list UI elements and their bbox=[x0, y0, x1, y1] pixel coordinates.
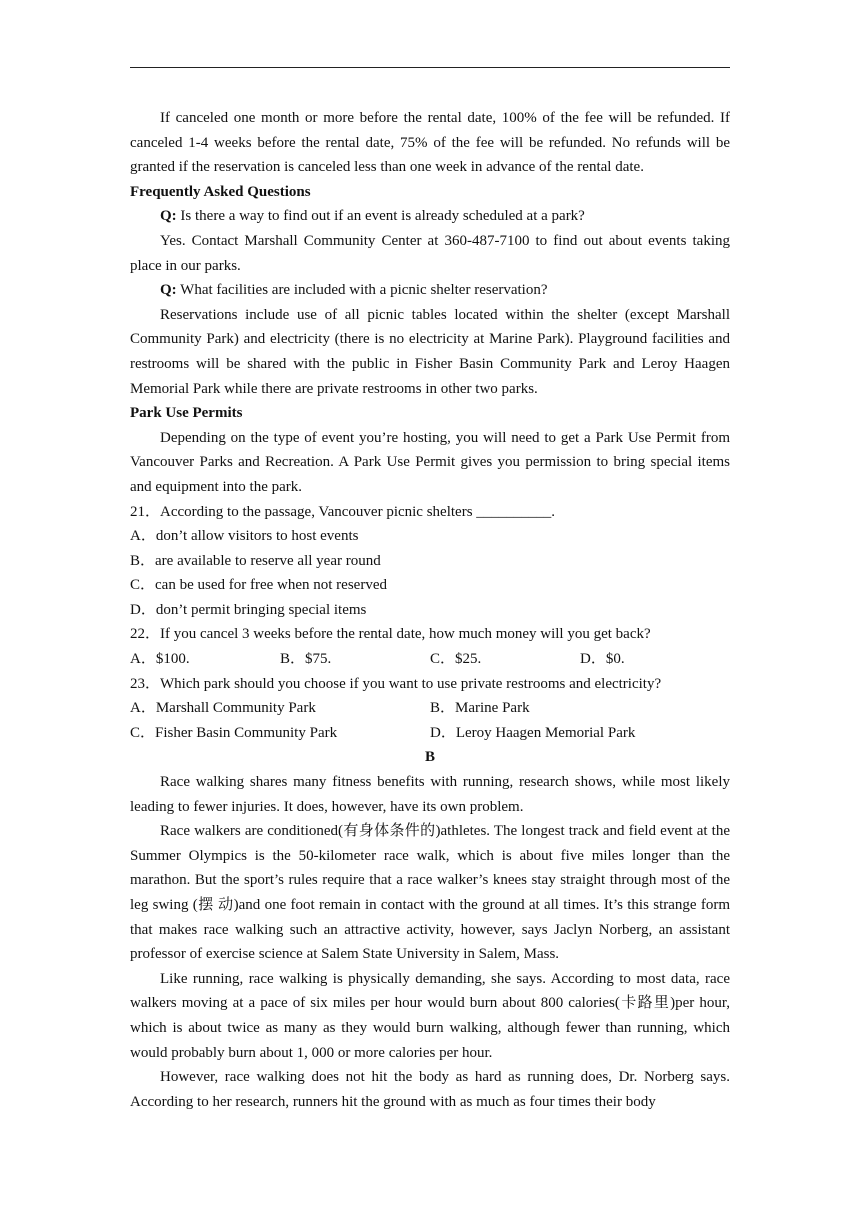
header-rule bbox=[130, 67, 730, 68]
section-b-label: B bbox=[424, 749, 435, 766]
refund-paragraph: If canceled one month or more before the rental date, 100% of the fee will be refunded. If canceled 1-4 weeks before the rental date, 75% of the fee will be refunded. No refunds will be granted if the reservation is canceled less than one week in advance of the rental date. bbox=[130, 110, 730, 176]
question-23-options-row-2 bbox=[130, 721, 730, 746]
permits-heading: Park Use Permits bbox=[130, 405, 243, 422]
question-21-stem: 21．According to the passage, Vancouver picnic shelters __________. bbox=[130, 503, 556, 520]
question-22-option-b: B．$75. bbox=[280, 651, 332, 668]
faq-question-2-text: What facilities are included with a picnic shelter reservation? bbox=[180, 282, 548, 299]
q-label: Q: bbox=[160, 282, 177, 299]
question-23-option-a: A．Marshall Community Park bbox=[130, 700, 316, 717]
question-23-options-row-1 bbox=[130, 696, 730, 721]
section-b-paragraph-1: Race walking shares many fitness benefits with running, research shows, while most likely leading to fewer injuries. It does, however, have its own problem. bbox=[130, 774, 730, 815]
question-21-option-c: C．can be used for free when not reserved bbox=[130, 577, 387, 594]
faq-question-1-text: Is there a way to find out if an event is already scheduled at a park? bbox=[180, 208, 585, 225]
faq-answer-2: Reservations include use of all picnic tables located within the shelter (except Marshall Community Park) and electricity (there is no electricity at Marine Park). Playground facilities and restrooms will be shared with the public in Fisher Basin Community Park and Leroy Haagen Memorial Park while there are private restrooms in other two parks. bbox=[130, 306, 730, 397]
question-22-stem: 22．If you cancel 3 weeks before the rental date, how much money will you get back? bbox=[130, 626, 651, 643]
faq-question-2 bbox=[130, 278, 730, 303]
q-label: Q: bbox=[160, 208, 177, 225]
question-22-option-d: D．$0. bbox=[580, 651, 625, 668]
question-21-option-b: B．are available to reserve all year round bbox=[130, 552, 381, 569]
faq-answer-1: Yes. Contact Marshall Community Center at 360-487-7100 to find out about events taking place in our parks. bbox=[130, 232, 730, 274]
question-22-option-a: A．$100. bbox=[130, 651, 190, 668]
section-b-paragraph-2: Race walkers are conditioned(有身体条件的)athletes. The longest track and field event at the Summer Olympics is the 50-kilometer race walk, which is about five miles longer than the marathon. But the sport’s rules require that a race walker’s knees stay straight through most of the leg swing (摆 动)and one foot remain in contact with the ground at all times. It’s this strange form that makes race walking such an attractive activity, however, says Jaclyn Norberg, an assistant professor of exercise science at Salem State University in Salem, Mass. bbox=[130, 823, 730, 963]
question-21-option-d: D．don’t permit bringing special items bbox=[130, 601, 367, 618]
question-23-option-b: B．Marine Park bbox=[430, 700, 530, 717]
permits-paragraph: Depending on the type of event you’re hosting, you will need to get a Park Use Permit from Vancouver Parks and Recreation. A Park Use Permit gives you permission to bring special items and equipment into the park. bbox=[130, 429, 730, 495]
question-22-options bbox=[130, 647, 730, 672]
question-23-option-d: D．Leroy Haagen Memorial Park bbox=[430, 724, 636, 741]
section-b-paragraph-3: Like running, race walking is physically demanding, she says. According to most data, race walkers moving at a pace of six miles per hour would burn about 800 calories(卡路里)per hour, which is about twice as many as they would burn walking, although fewer than running, which would probably burn about 1, 000 or more calories per hour. bbox=[130, 970, 730, 1061]
question-21-option-a: A．don’t allow visitors to host events bbox=[130, 528, 359, 545]
faq-heading: Frequently Asked Questions bbox=[130, 183, 311, 200]
question-22-option-c: C．$25. bbox=[430, 651, 482, 668]
document-body bbox=[130, 106, 730, 1114]
question-23-option-c: C．Fisher Basin Community Park bbox=[130, 724, 338, 741]
question-23-stem: 23．Which park should you choose if you want to use private restrooms and electricity? bbox=[130, 675, 662, 692]
section-b-paragraph-4: However, race walking does not hit the body as hard as running does, Dr. Norberg says. According to her research, runners hit the ground with as much as four times their body bbox=[130, 1069, 730, 1110]
faq-question-1 bbox=[130, 204, 730, 229]
